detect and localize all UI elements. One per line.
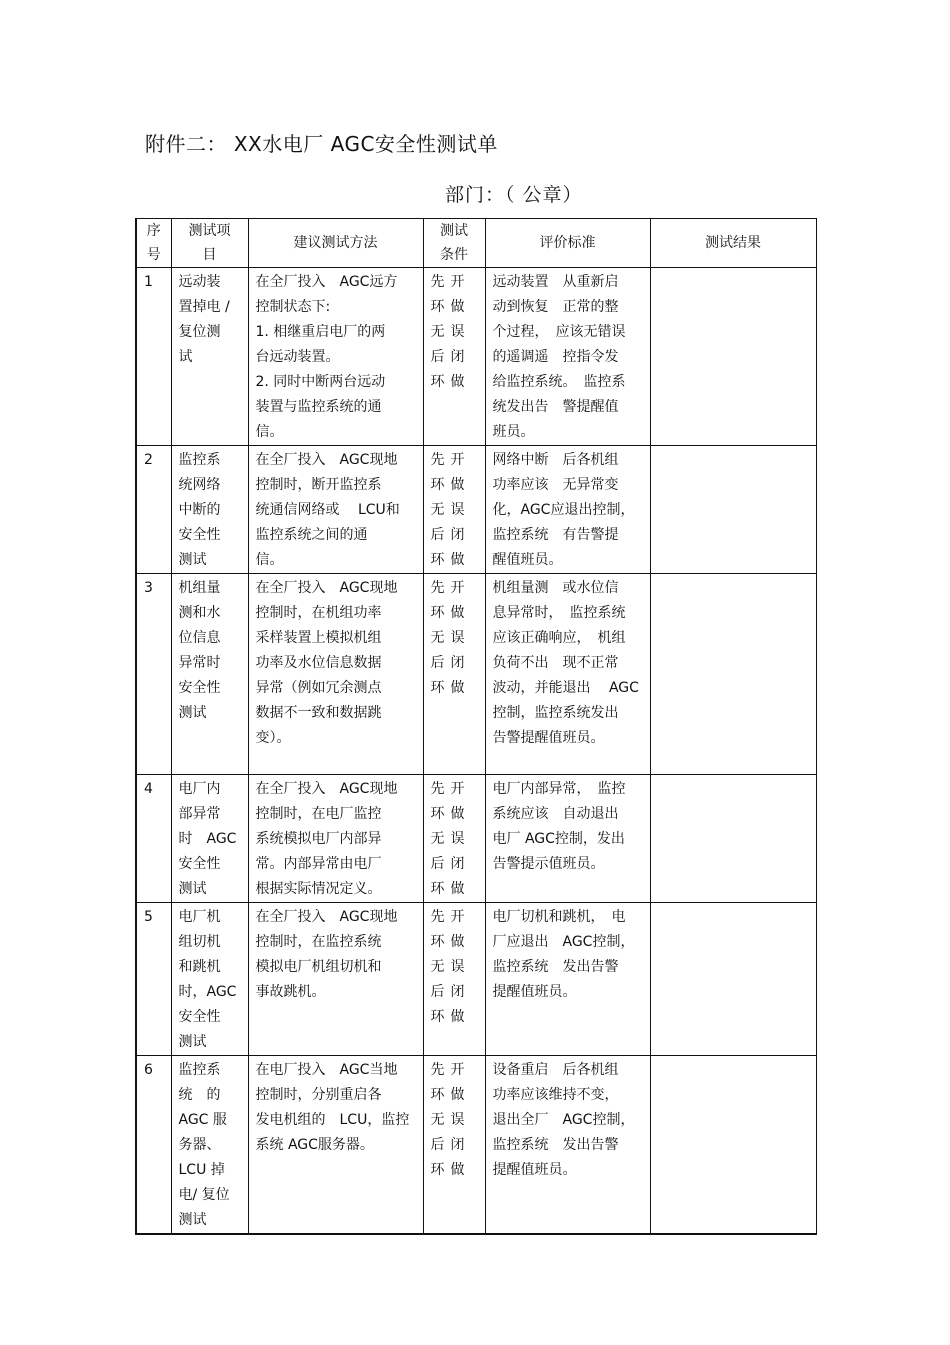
- cell-no: 4: [136, 775, 171, 903]
- table-row: [136, 775, 816, 903]
- header-condition: 测试 条件: [423, 219, 485, 268]
- test-table: [135, 218, 817, 1235]
- header-result: 测试结果: [650, 219, 816, 268]
- cell-item: 远动装 置掉电 / 复位测 试: [171, 268, 248, 446]
- table-row: [136, 268, 816, 446]
- cell-result[interactable]: [650, 903, 816, 1056]
- cell-item: 监控系 统网络 中断的 安全性 测试: [171, 446, 248, 574]
- cell-condition: 先开 环做 无误 后闭 环做: [423, 775, 485, 903]
- cell-standard: 电厂切机和跳机， 电 厂应退出 AGC控制， 监控系统 发出告警 提醒值班员。: [485, 903, 650, 1056]
- cell-condition: 先开 环做 无误 后闭 环做: [423, 574, 485, 775]
- cell-no: 5: [136, 903, 171, 1056]
- cell-result[interactable]: [650, 775, 816, 903]
- header-no: 序 号: [136, 219, 171, 268]
- header-row: [136, 219, 816, 268]
- cell-standard: 网络中断 后各机组 功率应该 无异常变 化，AGC应退出控制， 监控系统 有告警提 醒值班员。: [485, 446, 650, 574]
- cell-standard: 机组量测 或水位信 息异常时， 监控系统 应该正确响应， 机组 负荷不出 现不正常 波动，并能退出 AGC 控制，监控系统发出 告警提醒值班员。: [485, 574, 650, 775]
- cell-condition: 先开 环做 无误 后闭 环做: [423, 446, 485, 574]
- cell-standard: 电厂内部异常， 监控 系统应该 自动退出 电厂 AGC控制，发出 告警提示值班员。: [485, 775, 650, 903]
- cell-method: 在全厂投入 AGC现地 控制时，在机组功率 采样装置上模拟机组 功率及水位信息数据 异常（例如冗余测点 数据不一致和数据跳 变）。: [248, 574, 423, 775]
- header-item: 测试项 目: [171, 219, 248, 268]
- cell-method: 在全厂投入 AGC远方 控制状态下: 1. 相继重启电厂的两 台远动装置。 2. 同时中断两台远动 装置与监控系统的通 信。: [248, 268, 423, 446]
- cell-condition: 先开 环做 无误 后闭 环做: [423, 1056, 485, 1235]
- cell-item: 电厂机 组切机 和跳机 时，AGC 安全性 测试: [171, 903, 248, 1056]
- cell-result[interactable]: [650, 1056, 816, 1235]
- cell-standard: 远动装置 从重新启 动到恢复 正常的整 个过程， 应该无错误 的遥调遥 控指令发 给监控系统。 监控系 统发出告 警提醒值 班员。: [485, 268, 650, 446]
- cell-method: 在电厂投入 AGC当地 控制时，分别重启各 发电机组的 LCU，监控 系统 AGC服务器。: [248, 1056, 423, 1235]
- cell-condition: 先开 环做 无误 后闭 环做: [423, 903, 485, 1056]
- cell-item: 机组量 测和水 位信息 异常时 安全性 测试: [171, 574, 248, 775]
- cell-no: 6: [136, 1056, 171, 1235]
- cell-method: 在全厂投入 AGC现地 控制时，断开监控系 统通信网络或 LCU和 监控系统之间的通 信。: [248, 446, 423, 574]
- cell-item: 电厂内 部异常 时 AGC 安全性 测试: [171, 775, 248, 903]
- cell-item: 监控系 统 的 AGC 服 务器、 LCU 掉 电/ 复位 测试: [171, 1056, 248, 1235]
- cell-no: 1: [136, 268, 171, 446]
- header-standard: 评价标准: [485, 219, 650, 268]
- table-row: [136, 903, 816, 1056]
- table-row: [136, 446, 816, 574]
- cell-method: 在全厂投入 AGC现地 控制时，在监控系统 模拟电厂机组切机和 事故跳机。: [248, 903, 423, 1056]
- department-line: 部门：（ 公章）: [445, 184, 583, 206]
- cell-no: 2: [136, 446, 171, 574]
- table-row: [136, 1056, 816, 1235]
- cell-method: 在全厂投入 AGC现地 控制时，在电厂监控 系统模拟电厂内部异 常。内部异常由电厂 根据实际情况定义。: [248, 775, 423, 903]
- document-title: 附件二： XX水电厂 AGC安全性测试单: [145, 132, 498, 156]
- cell-result[interactable]: [650, 268, 816, 446]
- cell-no: 3: [136, 574, 171, 775]
- table-row: [136, 574, 816, 775]
- header-method: 建议测试方法: [248, 219, 423, 268]
- cell-result[interactable]: [650, 574, 816, 775]
- cell-result[interactable]: [650, 446, 816, 574]
- cell-condition: 先开 环做 无误 后闭 环做: [423, 268, 485, 446]
- cell-standard: 设备重启 后各机组 功率应该维持不变， 退出全厂 AGC控制， 监控系统 发出告警 提醒值班员。: [485, 1056, 650, 1235]
